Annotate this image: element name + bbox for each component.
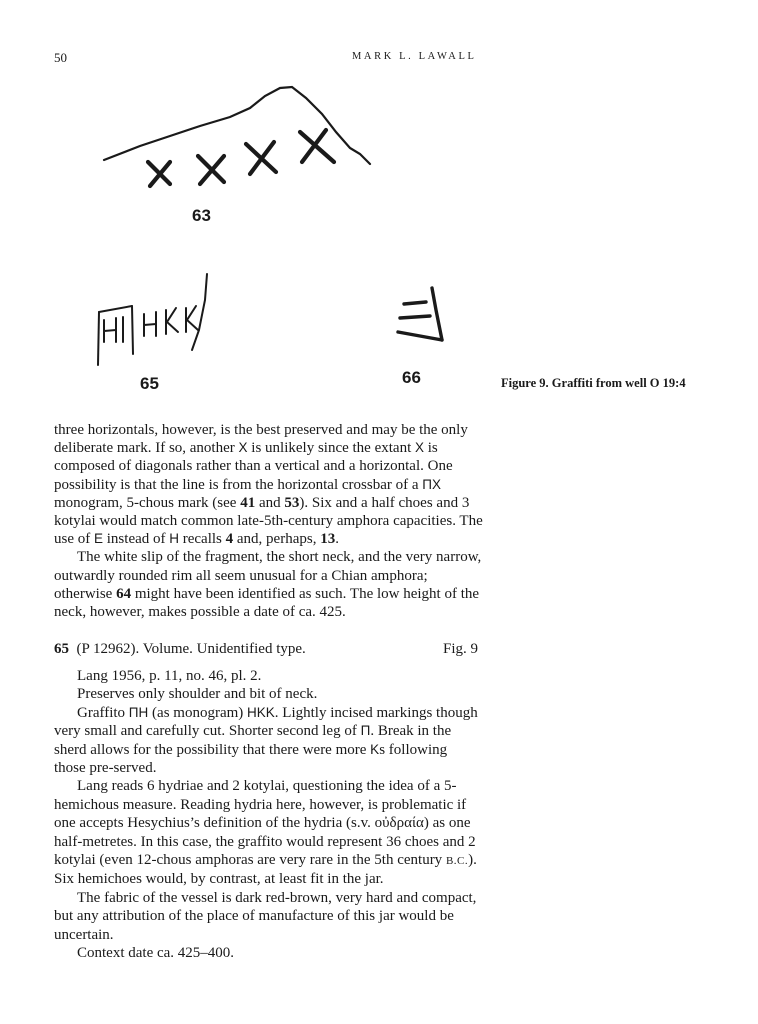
kappa-letter	[166, 308, 178, 334]
graffito-description: Graffito ΠΗ (as monogram) ΗΚΚ. Lightly incised markings though very small and carefully cut. Shorter second leg of Π. Break in the sherd allows for the possibility that there were more Ks following those pre-served.	[54, 704, 478, 777]
eta-letter	[104, 318, 116, 342]
x-mark	[148, 162, 170, 186]
letter-pi: Π	[360, 723, 371, 739]
letter-h: H	[169, 531, 179, 547]
graffito-65-number: 65	[140, 374, 159, 393]
x-mark	[246, 142, 276, 174]
letter-x: X	[415, 440, 425, 456]
context-date: Context date ca. 425–400.	[77, 945, 235, 962]
monogram: ΠΗ	[128, 704, 149, 720]
vertical-stroke	[432, 288, 442, 340]
graffito-66-number: 66	[402, 368, 421, 387]
catalog-entry-body	[54, 667, 480, 963]
graffito-letters: ΗΚΚ	[247, 704, 275, 720]
catalog-ref: 41	[240, 494, 256, 511]
horizontal-stroke	[404, 302, 426, 304]
paragraph: The white slip of the fragment, the short neck, and the very narrow, outwardly rounded rim all seem unusual for a Chian amphora; otherwise 64 might have been identified as such. The low height of the neck, however, makes possible a date of ca. 425.	[54, 549, 482, 621]
catalog-ref: 64	[116, 585, 132, 602]
figure-caption: Figure 9. Graffiti from well O 19:4	[501, 376, 686, 390]
graffito-63-drawing	[100, 82, 380, 192]
graffito-66-drawing	[390, 286, 460, 346]
figure-reference: Fig. 9	[442, 641, 478, 657]
graffito-65-drawing	[92, 270, 217, 370]
catalog-entry-heading	[54, 640, 478, 658]
paragraph: three horizontals, however, is the best preserved and may be the only deliberate mark. If so, another X is unlikely since the extant X is composed of diagonals rather than a vertical and a horizontal. One possibility is that the line is from the horizontal crossbar of a ΠΧ monogram, 5-chous mark (see 41 and 53). Six and a half choes and 3 kotylai would match common late-5th-century amphora capacities. The use of E instead of H recalls 4 and, perhaps, 13.	[54, 422, 483, 548]
running-head: MARK L. LAWALL	[352, 51, 477, 62]
kappa-letter	[186, 306, 198, 332]
horizontal-stroke	[398, 332, 442, 340]
shoulder-profile-line	[104, 87, 370, 164]
continued-text	[54, 421, 484, 621]
era-abbreviation: B.C.	[445, 855, 469, 868]
letter-k: K	[370, 741, 380, 757]
horizontal-stroke	[400, 316, 430, 318]
catalog-ref: 53	[284, 494, 300, 511]
bibliography: Lang 1956, p. 11, no. 46, pl. 2.	[77, 668, 262, 684]
catalog-ref: 4	[225, 531, 234, 548]
greek-term: οὐδραία	[374, 815, 424, 832]
pi-right-leg	[132, 306, 133, 354]
entry-title: (P 12962). Volume. Unidentified type.	[76, 641, 306, 657]
letter-e: E	[94, 531, 104, 547]
pi-left-leg	[98, 312, 99, 365]
x-mark	[198, 156, 224, 184]
entry-number: 65	[54, 641, 69, 657]
lang-discussion: Lang reads 6 hydriae and 2 kotylai, questioning the idea of a 5-hemichous measure. Reading hydria here, however, is problematic if one accepts Hesychius’s definition of the hydria (s.v. οὐδραία) as one half-metretes. In this case, the graffito would represent 36 choes and 2 kotylai (even 12-chous amphoras are very rare in the 5th century B.C.). Six hemichoes would, by contrast, at least fit in the jar.	[54, 778, 477, 888]
monogram: ΠΧ	[422, 476, 442, 492]
preservation: Preserves only shoulder and bit of neck.	[77, 686, 318, 703]
graffito-63-number: 63	[192, 206, 211, 225]
break-line	[192, 274, 207, 350]
eta-letter	[144, 312, 156, 336]
fabric-description: The fabric of the vessel is dark red-brown, very hard and compact, but any attribution of the place of manufacture of this jar would be uncertain.	[54, 889, 477, 943]
letter-x: X	[238, 440, 248, 456]
pi-crossbar	[99, 306, 132, 312]
x-mark	[300, 130, 334, 162]
page-number: 50	[54, 50, 67, 65]
catalog-ref: 13	[320, 531, 336, 548]
